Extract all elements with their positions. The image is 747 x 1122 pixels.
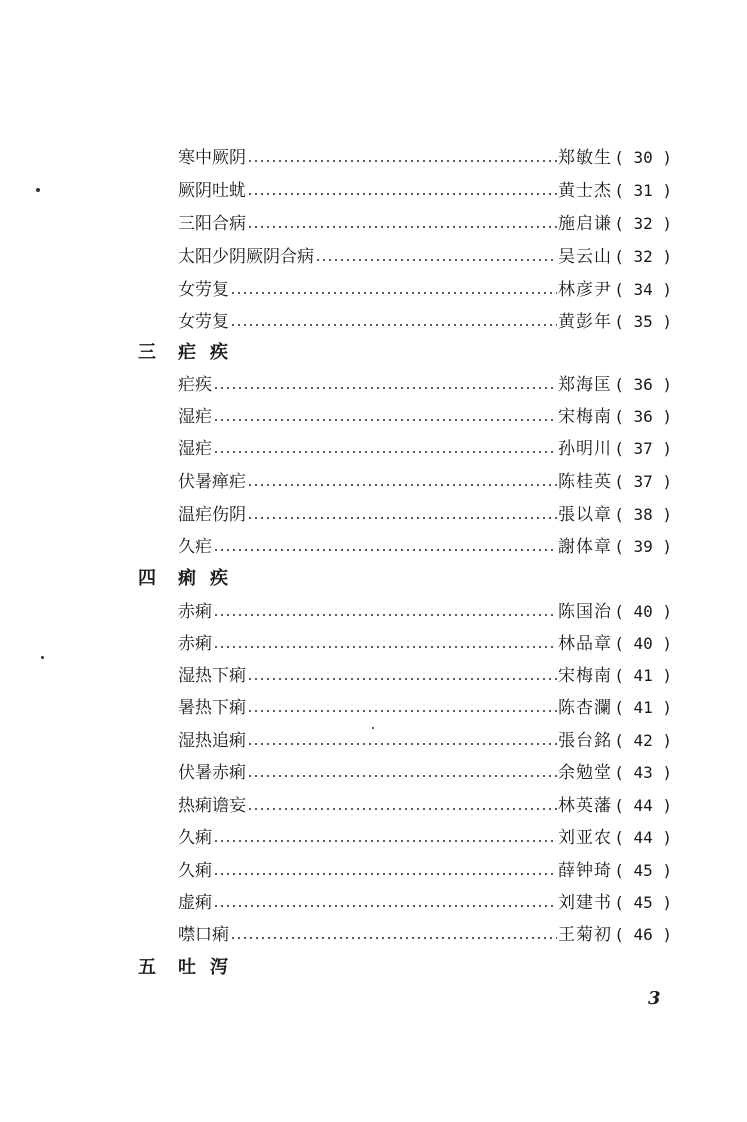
- toc-entry: [178, 275, 672, 305]
- entry-page: ( 37 ): [614, 439, 672, 458]
- toc-entry: [178, 791, 672, 821]
- toc-entry: [178, 307, 672, 337]
- scan-speck: [372, 727, 374, 729]
- entry-author: 林品章: [558, 634, 612, 654]
- toc-entry: [178, 597, 672, 627]
- entry-title: 噤口痢: [178, 925, 229, 945]
- dot-leader: [247, 226, 557, 228]
- entry-author: 薛钟琦: [558, 861, 612, 881]
- toc-entry: [178, 370, 672, 400]
- entry-page: ( 30 ): [614, 148, 672, 167]
- entry-author: 黄彭年: [558, 312, 612, 332]
- dot-leader: [213, 646, 557, 648]
- toc-entry: [178, 209, 672, 239]
- dot-leader: [247, 484, 557, 486]
- entry-author: 黄士杰: [558, 181, 612, 201]
- toc-entry: [178, 176, 672, 206]
- entry-title: 久痢: [178, 828, 212, 848]
- section-number: 四: [138, 568, 156, 589]
- section-name: 痢疾: [178, 568, 242, 589]
- entry-title: 太阳少阴厥阴合病: [178, 247, 314, 267]
- page-number: 3: [648, 988, 661, 1009]
- entry-author: 郑海匡: [558, 375, 612, 395]
- toc-entry: [178, 629, 672, 659]
- section-heading: [138, 338, 242, 368]
- toc-entry: [178, 661, 672, 691]
- dot-leader: [230, 324, 557, 326]
- dot-leader: [213, 387, 557, 389]
- entry-author: 張以章: [558, 505, 612, 525]
- entry-title: 赤痢: [178, 634, 212, 654]
- entry-title: 湿疟: [178, 407, 212, 427]
- dot-leader: [315, 259, 557, 261]
- dot-leader: [247, 775, 557, 777]
- entry-page: ( 31 ): [614, 181, 672, 200]
- entry-page: ( 44 ): [614, 796, 672, 815]
- entry-page: ( 34 ): [614, 280, 672, 299]
- dot-leader: [247, 808, 557, 810]
- dot-leader: [213, 840, 557, 842]
- dot-leader: [213, 549, 557, 551]
- toc-entry: [178, 758, 672, 788]
- dot-leader: [247, 160, 557, 162]
- section-heading: [138, 564, 242, 594]
- dot-leader: [247, 743, 557, 745]
- entry-author: 陈杏瀾: [558, 698, 612, 718]
- dot-leader: [213, 419, 557, 421]
- entry-page: ( 36 ): [614, 375, 672, 394]
- dot-leader: [230, 937, 557, 939]
- entry-author: 郑敏生: [558, 148, 612, 168]
- entry-author: 施启谦: [558, 214, 612, 234]
- toc-entry: [178, 467, 672, 497]
- entry-page: ( 41 ): [614, 666, 672, 685]
- entry-page: ( 39 ): [614, 537, 672, 556]
- entry-title: 久痢: [178, 861, 212, 881]
- entry-title: 虚痢: [178, 893, 212, 913]
- toc-entry: [178, 242, 672, 272]
- toc-entry: [178, 143, 672, 173]
- entry-page: ( 40 ): [614, 634, 672, 653]
- section-number: 三: [138, 342, 156, 363]
- dot-leader: [213, 614, 557, 616]
- dot-leader: [247, 517, 557, 519]
- entry-page: ( 32 ): [614, 247, 672, 266]
- entry-title: 热痢谵妄: [178, 796, 246, 816]
- toc-entry: [178, 888, 672, 918]
- entry-page: ( 41 ): [614, 698, 672, 717]
- entry-title: 湿疟: [178, 439, 212, 459]
- scan-speck: [36, 188, 40, 192]
- toc-entry: [178, 434, 672, 464]
- entry-title: 伏暑瘅疟: [178, 472, 246, 492]
- entry-title: 女劳复: [178, 312, 229, 332]
- entry-title: 厥阴吐蚘: [178, 181, 246, 201]
- entry-author: 林英藩: [558, 796, 612, 816]
- entry-title: 三阳合病: [178, 214, 246, 234]
- toc-entry: [178, 726, 672, 756]
- dot-leader: [213, 451, 557, 453]
- entry-page: ( 37 ): [614, 472, 672, 491]
- entry-author: 謝体章: [558, 537, 612, 557]
- toc-entry: [178, 823, 672, 853]
- entry-page: ( 43 ): [614, 763, 672, 782]
- entry-title: 寒中厥阴: [178, 148, 246, 168]
- entry-author: 王菊初: [558, 925, 612, 945]
- entry-author: 孙明川: [558, 439, 612, 459]
- entry-title: 伏暑赤痢: [178, 763, 246, 783]
- section-name: 吐泻: [178, 957, 242, 978]
- entry-title: 暑热下痢: [178, 698, 246, 718]
- toc-entry: [178, 693, 672, 723]
- toc-entry: [178, 402, 672, 432]
- entry-title: 温疟伤阴: [178, 505, 246, 525]
- dot-leader: [213, 873, 557, 875]
- entry-page: ( 45 ): [614, 893, 672, 912]
- entry-title: 久疟: [178, 537, 212, 557]
- entry-author: 刘建书: [558, 893, 612, 913]
- entry-author: 林彦尹: [558, 280, 612, 300]
- entry-page: ( 42 ): [614, 731, 672, 750]
- dot-leader: [247, 193, 557, 195]
- entry-title: 女劳复: [178, 280, 229, 300]
- entry-author: 陈国治: [558, 602, 612, 622]
- entry-page: ( 40 ): [614, 602, 672, 621]
- entry-title: 赤痢: [178, 602, 212, 622]
- entry-author: 張台銘: [558, 731, 612, 751]
- entry-author: 宋梅南: [558, 407, 612, 427]
- scan-speck: [41, 656, 44, 659]
- entry-author: 陈桂英: [558, 472, 612, 492]
- section-number: 五: [138, 957, 156, 978]
- entry-title: 湿热追痢: [178, 731, 246, 751]
- toc-entry: [178, 856, 672, 886]
- toc-entry: [178, 920, 672, 950]
- entry-page: ( 36 ): [614, 407, 672, 426]
- entry-author: 余勉堂: [558, 763, 612, 783]
- entry-page: ( 44 ): [614, 828, 672, 847]
- entry-page: ( 35 ): [614, 312, 672, 331]
- entry-page: ( 46 ): [614, 925, 672, 944]
- entry-author: 刘亚农: [558, 828, 612, 848]
- dot-leader: [213, 905, 557, 907]
- entry-author: 吴云山: [558, 247, 612, 267]
- entry-title: 湿热下痢: [178, 666, 246, 686]
- section-name: 疟疾: [178, 342, 242, 363]
- section-heading: [138, 953, 242, 983]
- entry-page: ( 38 ): [614, 505, 672, 524]
- toc-entry: [178, 500, 672, 530]
- entry-title: 疟疾: [178, 375, 212, 395]
- entry-page: ( 32 ): [614, 214, 672, 233]
- entry-author: 宋梅南: [558, 666, 612, 686]
- toc-entry: [178, 532, 672, 562]
- dot-leader: [247, 710, 557, 712]
- entry-page: ( 45 ): [614, 861, 672, 880]
- dot-leader: [247, 678, 557, 680]
- dot-leader: [230, 292, 557, 294]
